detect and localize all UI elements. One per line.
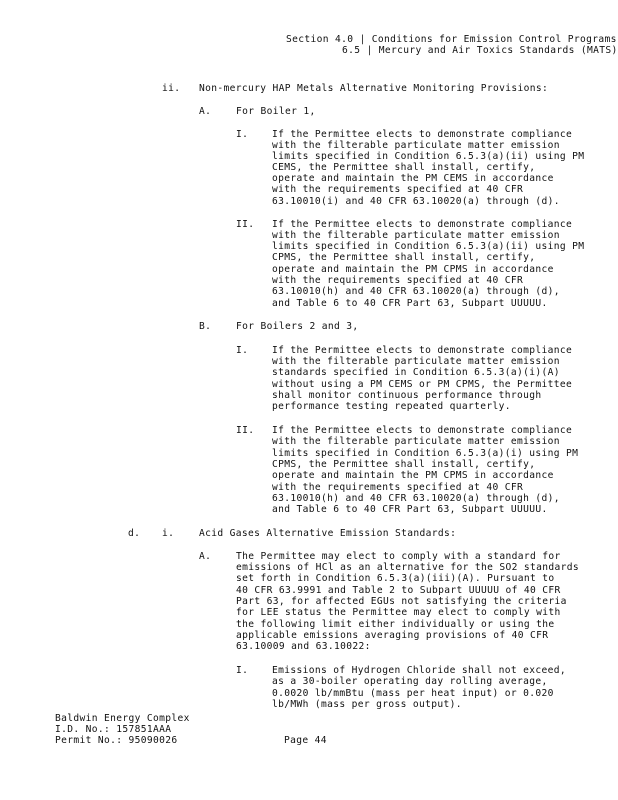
footer-facility-name: Baldwin Energy Complex	[55, 713, 190, 724]
paragraph-line: If the Permittee elects to demonstrate compliance	[272, 345, 573, 356]
paragraph-line: The Permittee may elect to comply with a standard for	[236, 551, 561, 562]
paragraph-line: limits specified in Condition 6.5.3(a)(ii) using PM	[272, 241, 585, 252]
item-b-marker: B.	[199, 321, 212, 332]
section-ii-title: Non-mercury HAP Metals Alternative Monitoring Provisions:	[199, 83, 549, 94]
item-d-a-i-marker: I.	[236, 665, 249, 676]
item-b-title: For Boilers 2 and 3,	[236, 321, 359, 332]
paragraph-line: and Table 6 to 40 CFR Part 63, Subpart UUUUU.	[272, 298, 548, 309]
paragraph-line: If the Permittee elects to demonstrate compliance	[272, 219, 573, 230]
paragraph-line: with the requirements specified at 40 CFR	[272, 184, 524, 195]
paragraph-line: with the requirements specified at 40 CFR	[272, 275, 524, 286]
paragraph-line: emissions of HCl as an alternative for the SO2 standards	[236, 562, 580, 573]
paragraph-line: 0.0020 lb/mmBtu (mass per heat input) or 0.020	[272, 688, 554, 699]
paragraph-line: operate and maintain the PM CPMS in accordance	[272, 264, 554, 275]
header-subsection-title: 6.5 | Mercury and Air Toxics Standards (MATS)	[342, 45, 618, 56]
paragraph-line: standards specified in Condition 6.5.3(a)(i)(A)	[272, 367, 560, 378]
paragraph-line: without using a PM CEMS or PM CPMS, the Permittee	[272, 379, 573, 390]
paragraph-line: limits specified in Condition 6.5.3(a)(i) using PM	[272, 448, 579, 459]
paragraph-line: performance testing repeated quarterly.	[272, 401, 511, 412]
paragraph-line: 63.10010(h) and 40 CFR 63.10020(a) through (d),	[272, 286, 560, 297]
paragraph-line: with the filterable particulate matter emission	[272, 140, 560, 151]
section-d-title: Acid Gases Alternative Emission Standards:	[199, 528, 457, 539]
paragraph-line: as a 30-boiler operating day rolling average,	[272, 676, 548, 687]
paragraph-line: 63.10010(i) and 40 CFR 63.10020(a) through (d).	[272, 196, 560, 207]
paragraph-line: shall monitor continuous performance through	[272, 390, 542, 401]
item-a-ii-marker: II.	[236, 219, 255, 230]
paragraph-line: CPMS, the Permittee shall install, certify,	[272, 252, 536, 263]
paragraph-line: the following limit either individually or using the	[236, 619, 555, 630]
paragraph-line: 63.10009 and 63.10022:	[236, 641, 371, 652]
paragraph-line: for LEE status the Permittee may elect to comply with	[236, 607, 561, 618]
paragraph-line: operate and maintain the PM CEMS in accordance	[272, 173, 554, 184]
item-d-a-marker: A.	[199, 551, 212, 562]
paragraph-line: CPMS, the Permittee shall install, certify,	[272, 459, 536, 470]
item-a-i-marker: I.	[236, 129, 249, 140]
header-section-title: Section 4.0 | Conditions for Emission Control Programs	[286, 34, 617, 45]
paragraph-line: operate and maintain the PM CPMS in accordance	[272, 470, 554, 481]
footer-page-number: Page 44	[284, 735, 327, 746]
paragraph-line: lb/MWh (mass per gross output).	[272, 699, 462, 710]
paragraph-line: If the Permittee elects to demonstrate compliance	[272, 425, 573, 436]
paragraph-line: CEMS, the Permittee shall install, certify,	[272, 162, 536, 173]
paragraph-line: limits specified in Condition 6.5.3(a)(ii) using PM	[272, 151, 585, 162]
paragraph-line: 40 CFR 63.9991 and Table 2 to Subpart UUUUU of 40 CFR	[236, 585, 561, 596]
item-a-title: For Boiler 1,	[236, 106, 316, 117]
paragraph-line: with the filterable particulate matter emission	[272, 436, 560, 447]
paragraph-line: 63.10010(h) and 40 CFR 63.10020(a) through (d),	[272, 493, 560, 504]
paragraph-line: Part 63, for affected EGUs not satisfying the criteria	[236, 596, 567, 607]
paragraph-line: with the requirements specified at 40 CFR	[272, 482, 524, 493]
item-b-ii-marker: II.	[236, 425, 255, 436]
paragraph-line: set forth in Condition 6.5.3(a)(iii)(A). Pursuant to	[236, 573, 555, 584]
paragraph-line: with the filterable particulate matter emission	[272, 356, 560, 367]
item-d-i-marker: i.	[162, 528, 175, 539]
paragraph-line: Emissions of Hydrogen Chloride shall not exceed,	[272, 665, 567, 676]
paragraph-line: applicable emissions averaging provisions of 40 CFR	[236, 630, 549, 641]
footer-id-number: I.D. No.: 157851AAA	[55, 724, 172, 735]
footer-permit-number: Permit No.: 95090026	[55, 735, 178, 746]
item-d-marker: d.	[128, 528, 141, 539]
paragraph-line: and Table 6 to 40 CFR Part 63, Subpart UUUUU.	[272, 504, 548, 515]
item-b-i-marker: I.	[236, 345, 249, 356]
paragraph-line: with the filterable particulate matter emission	[272, 230, 560, 241]
item-a-marker: A.	[199, 106, 212, 117]
section-ii-marker: ii.	[162, 83, 181, 94]
paragraph-line: If the Permittee elects to demonstrate compliance	[272, 129, 573, 140]
